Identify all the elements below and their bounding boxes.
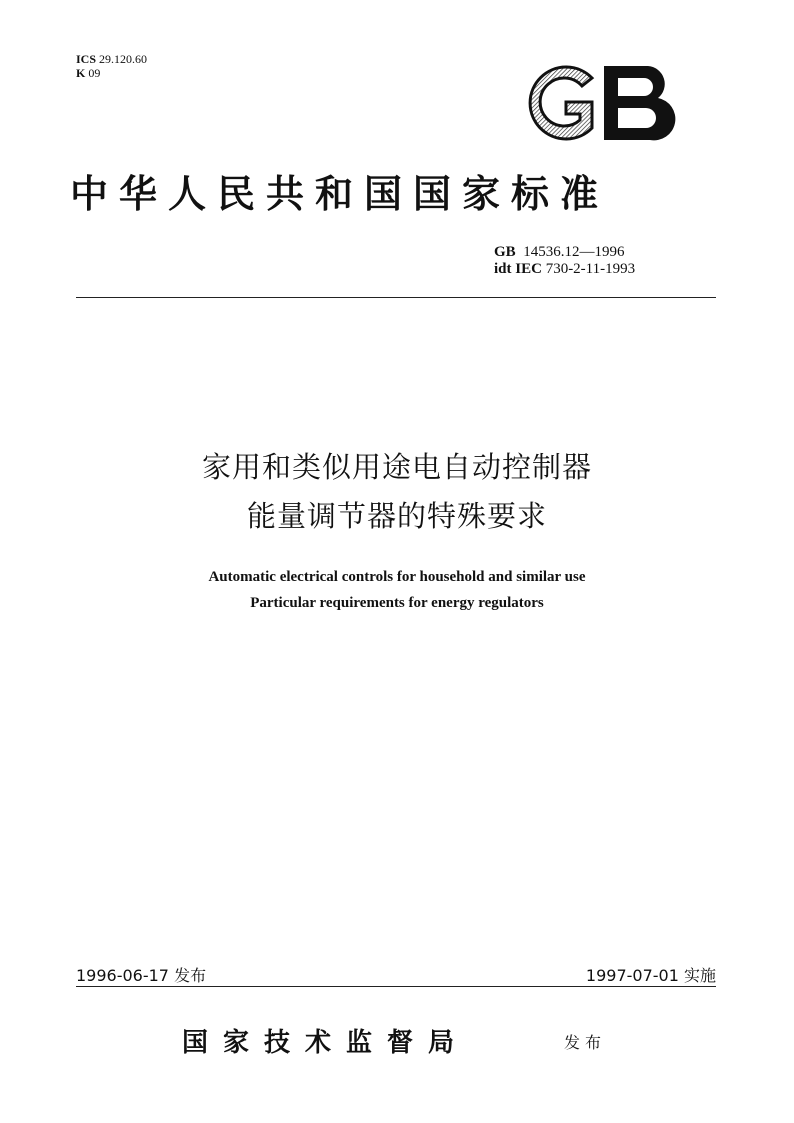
ccs-code: K 09 (76, 66, 101, 80)
idt-number: idt IEC 730-2-11-1993 (494, 261, 636, 277)
national-standard-title: 中华人民共和国国家标准 (70, 171, 610, 216)
svg-text:GB: GB (520, 60, 522, 61)
classification-codes (76, 52, 147, 80)
title-cn-line2: 能量调节器的特殊要求 (246, 499, 547, 533)
issue-word: 发布 (564, 1033, 607, 1052)
gb-number: GB 14536.12—1996 (494, 244, 625, 260)
implement-date: 1997-07-01 实施 (585, 966, 716, 985)
footer-divider (76, 986, 716, 987)
gb-logo (520, 60, 680, 146)
standard-number (494, 244, 635, 278)
issue-date: 1996-06-17 发布 (76, 966, 207, 985)
ics-code: ICS 29.120.60 (76, 52, 148, 66)
title-cn-line1: 家用和类似用途电自动控制器 (201, 450, 592, 484)
issuing-authority: 国家技术监督局 (182, 1028, 470, 1058)
title-en-line2: Particular requirements for energy regulators (250, 595, 544, 611)
title-en-line1: Automatic electrical controls for household and similar use (208, 569, 586, 585)
header-divider (76, 297, 716, 298)
